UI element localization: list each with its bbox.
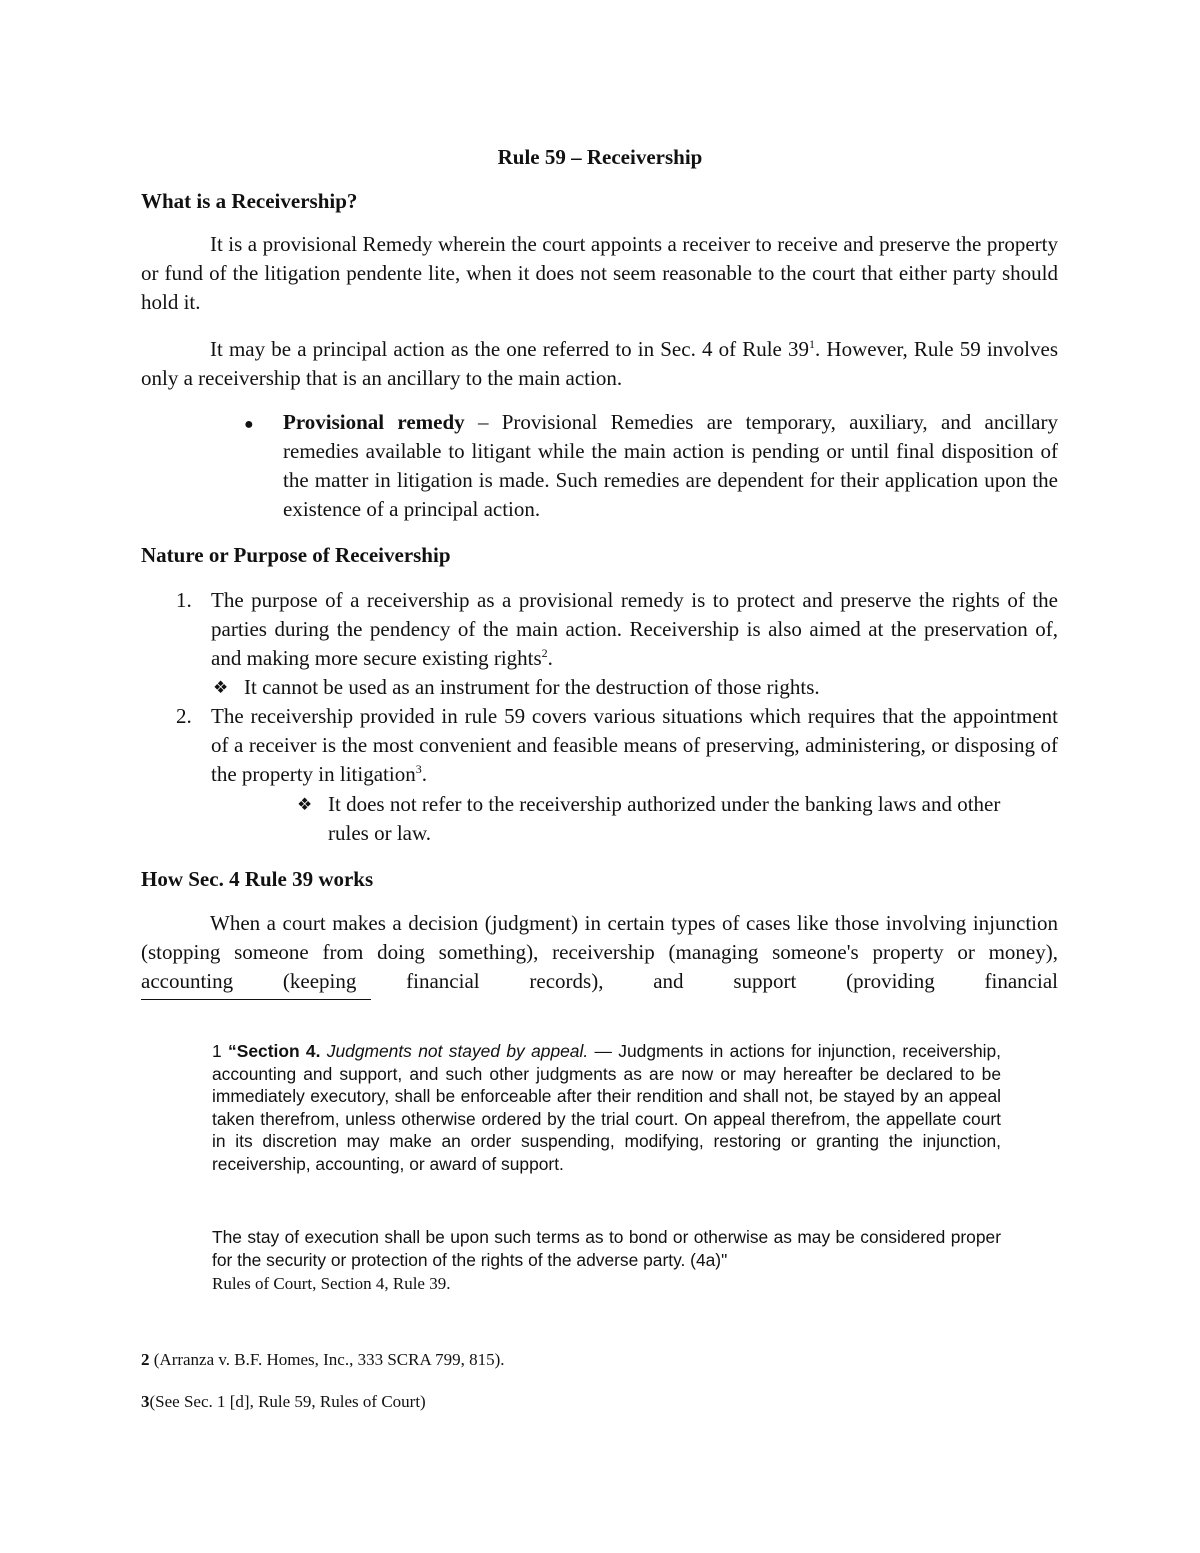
footnote-ref-3[interactable]: 3 xyxy=(415,762,422,776)
footnote-3-text: (See Sec. 1 [d], Rule 59, Rules of Court) xyxy=(149,1392,426,1411)
heading-what-is-receivership: What is a Receivership? xyxy=(141,189,358,213)
list-number-2: 2. xyxy=(176,704,192,728)
footnote-1-caption: Judgments not stayed by appeal. xyxy=(320,1041,589,1061)
footnote-3 xyxy=(141,1391,426,1413)
footnote-ref-1[interactable]: 1 xyxy=(809,337,816,351)
footnote-ref-2[interactable]: 2 xyxy=(541,646,548,660)
footnote-1-source: Rules of Court, Section 4, Rule 39. xyxy=(212,1274,451,1293)
footnote-1 xyxy=(212,1040,1001,1176)
bullet-dot-icon: ● xyxy=(244,416,254,433)
principal-action-text-tail: . However, Rule 59 involves only a receivership that is an ancillary to the main action. xyxy=(141,337,1058,390)
document-title: Rule 59 – Receivership xyxy=(497,145,703,169)
heading-how-sec4-works: How Sec. 4 Rule 39 works xyxy=(141,867,374,891)
heading-nature-purpose: Nature or Purpose of Receivership xyxy=(141,543,451,567)
definition-paragraph: It is a provisional Remedy wherein the court appoints a receiver to receive and preserve the property or fund of the litigation pendente lite, when it does not seem reasonable to the court that either party should hold it. xyxy=(141,232,1058,314)
purpose-item-1-sub: It cannot be used as an instrument for the destruction of those rights. xyxy=(244,675,820,699)
purpose-item-1-text: The purpose of a receivership as a provisional remedy is to protect and preserve the rights of the parties during the pendency of the main action. Receivership is also aimed at the preservation of, and making more secure existing rights xyxy=(211,588,1058,670)
principal-action-text: It may be a principal action as the one referred to in Sec. 4 of Rule 39 xyxy=(210,337,810,361)
sec4-explanation-paragraph: When a court makes a decision (judgment) in certain types of cases like those involving injunction (stopping someone from doing something), receivership (managing someone's property or money), accounting (keeping financial records), and support (providing financial xyxy=(141,911,1058,993)
provisional-remedy-text: – Provisional Remedies are temporary, auxiliary, and ancillary remedies available to litigant while the main action is pending or until final disposition of the matter in litigation is made. Such remedies are dependent for their application upon the existence of a principal action. xyxy=(283,410,1058,521)
footnote-2 xyxy=(141,1349,504,1371)
purpose-item-1-tail: . xyxy=(547,646,553,670)
purpose-item-2-tail: . xyxy=(421,762,427,786)
diamond-bullet-icon: ❖ xyxy=(297,795,313,814)
footnote-2-number: 2 xyxy=(141,1350,150,1369)
purpose-item-1 xyxy=(211,586,1058,673)
footnote-1-text: — Judgments in actions for injunction, receivership, accounting and support, and such other judgments as are now or may hereafter be declared to be immediately executory, shall be enforceable after their rendition and shall not, be stayed by an appeal taken therefrom, unless otherwise ordered by the trial court. On appeal therefrom, the appellate court in its discretion may make an order suspending, modifying, restoring or granting the injunction, receivership, accounting, or award of support. xyxy=(212,1041,1002,1174)
purpose-item-2 xyxy=(211,702,1058,789)
footnote-1-section: Section 4. xyxy=(236,1041,321,1061)
principal-action-paragraph xyxy=(141,335,1058,393)
footnote-1-open-quote: “ xyxy=(228,1041,237,1061)
diamond-bullet-icon: ❖ xyxy=(213,678,229,697)
footnote-1-number: 1 xyxy=(212,1041,229,1061)
purpose-item-2-sub: It does not refer to the receivership authorized under the banking laws and other rules or law. xyxy=(328,792,1001,845)
provisional-remedy-bullet xyxy=(283,408,1058,524)
footnote-2-text: (Arranza v. B.F. Homes, Inc., 333 SCRA 799, 815). xyxy=(149,1350,505,1369)
purpose-item-2-text: The receivership provided in rule 59 covers various situations which requires that the appointment of a receiver is the most convenient and feasible means of preserving, administering, or disposing of the property in litigation xyxy=(211,704,1058,786)
footnote-3-number: 3 xyxy=(141,1392,150,1411)
footnote-1-paragraph-2: The stay of execution shall be upon such terms as to bond or otherwise as may be considered proper for the security or protection of the rights of the adverse party. (4a)" xyxy=(212,1227,1001,1270)
footnote-separator xyxy=(141,999,371,1000)
provisional-remedy-term: Provisional remedy xyxy=(283,410,465,434)
list-number-1: 1. xyxy=(176,588,192,612)
